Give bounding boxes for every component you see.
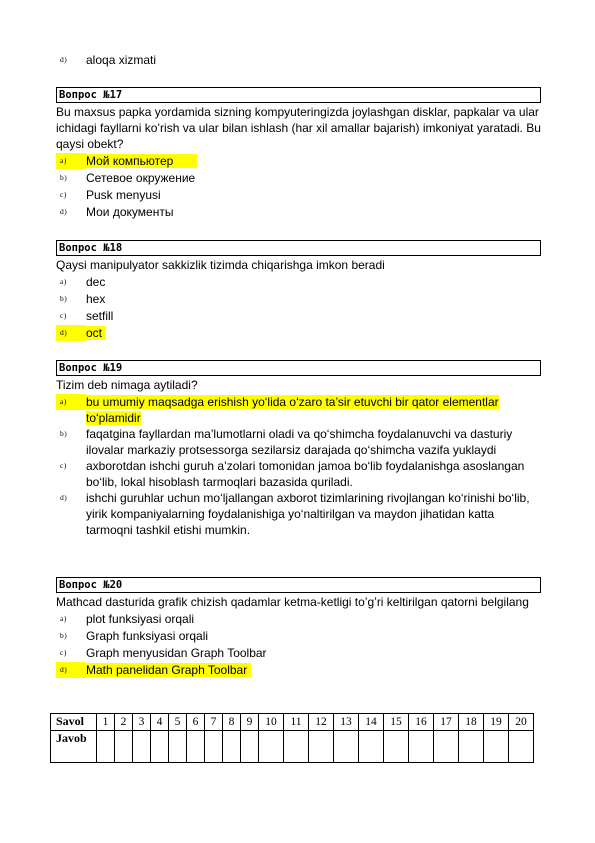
question-number-cell: 5 (169, 714, 187, 731)
question-number-row (51, 714, 534, 731)
option-text: faqatgina fayllardan ma’lumotlarni oladi va qo‘shimcha foydalanuvchi va dasturiy ilovalar markaziy protsessorga sezilarsiz darajada qo‘shimcha vazifa yuklaydi (86, 427, 513, 457)
question-number-cell: 17 (434, 714, 459, 731)
option-marker: a) (60, 277, 67, 286)
option-text: oct (86, 326, 106, 340)
option-a[interactable] (56, 611, 541, 628)
option-a[interactable] (56, 394, 541, 426)
answer-cell[interactable] (241, 731, 259, 763)
option-marker: d) (56, 325, 86, 341)
question-text: Qaysi manipulyator sakkizlik tizimda chiqarishga imkon beradi (56, 258, 385, 272)
option-text: plot funksiyasi orqali (86, 612, 195, 626)
question-number-cell: 4 (151, 714, 169, 731)
javob-label: Javob (51, 731, 97, 763)
answer-table (50, 713, 534, 763)
option-b[interactable] (56, 170, 541, 187)
option-marker: b) (60, 173, 68, 182)
option-text: setfill (86, 309, 114, 323)
option-c[interactable] (56, 187, 541, 204)
answer-cell[interactable] (205, 731, 223, 763)
question-number-cell: 12 (309, 714, 334, 731)
option-text: Сетевое окружение (86, 171, 196, 185)
option-text: dec (86, 275, 106, 289)
question-17 (56, 87, 541, 221)
question-number-cell: 10 (259, 714, 284, 731)
answer-cell[interactable] (223, 731, 241, 763)
answer-cell[interactable] (409, 731, 434, 763)
option-text: axborotdan ishchi guruh a’zolari tomonidan jamoa bo‘lib foydalanishga asoslangan bo‘lib, lokal hisoblash tarmoqlari bazasida quriladi. (86, 459, 525, 489)
question-number-cell: 15 (384, 714, 409, 731)
question-header: Вопрос №18 (56, 240, 541, 256)
option-marker: d) (60, 493, 68, 502)
question-18 (56, 240, 541, 342)
answer-cell[interactable] (259, 731, 284, 763)
option-c[interactable] (56, 458, 541, 490)
question-19 (56, 360, 541, 538)
question-text: Bu maxsus papka yordamida sizning kompyuteringizda joylashgan disklar, papkalar va ular ichidagi fayllarni ko’rish va ular bilan ishlash (har xil amallar bajarish) imkoniyat yaratadi. Bu qaysi obekt? (56, 105, 541, 151)
prev-question-option-d (56, 52, 540, 69)
option-text: Мои документы (86, 205, 174, 219)
question-text: Tizim deb nimaga aytiladi? (56, 378, 198, 392)
answer-cell[interactable] (484, 731, 509, 763)
option-text: Pusk menyusi (86, 188, 161, 202)
option-b[interactable] (56, 426, 541, 458)
answer-cell[interactable] (434, 731, 459, 763)
question-number-cell: 7 (205, 714, 223, 731)
answer-cell[interactable] (334, 731, 359, 763)
answer-cell[interactable] (169, 731, 187, 763)
option-marker: d) (60, 207, 68, 216)
answer-cell[interactable] (187, 731, 205, 763)
option-c[interactable] (56, 645, 541, 662)
option-text: Мой компьютер (86, 154, 197, 168)
option-marker: d) (56, 662, 86, 678)
option-text: Math panelidan Graph Toolbar (86, 663, 251, 677)
answer-cell[interactable] (309, 731, 334, 763)
option-text: Graph menyusidan Graph Toolbar (86, 646, 267, 660)
option-b[interactable] (56, 291, 541, 308)
question-number-cell: 1 (97, 714, 115, 731)
question-number-cell: 13 (334, 714, 359, 731)
question-number-cell: 11 (284, 714, 309, 731)
question-text: Mathcad dasturida grafik chizish qadamlar ketma-ketligi to’g’ri keltirilgan qatorni belgilang (56, 595, 529, 609)
question-number-cell: 6 (187, 714, 205, 731)
option-marker: b) (60, 631, 68, 640)
question-header: Вопрос №19 (56, 360, 541, 376)
question-number-cell: 16 (409, 714, 434, 731)
option-d[interactable] (56, 325, 541, 342)
answer-cell[interactable] (151, 731, 169, 763)
answer-row (51, 731, 534, 763)
answer-cell[interactable] (384, 731, 409, 763)
option-text: bu umumiy maqsadga erishish yo‘lida o‘zaro ta’sir etuvchi bir qator elementlar to‘plamidir (86, 395, 499, 425)
option-text: hex (86, 292, 106, 306)
answer-cell[interactable] (459, 731, 484, 763)
answer-cell[interactable] (509, 731, 534, 763)
option-text: aloqa xizmati (86, 53, 157, 67)
question-number-cell: 20 (509, 714, 534, 731)
savol-label: Savol (51, 714, 97, 731)
option-marker: c) (60, 648, 67, 657)
question-20 (56, 577, 541, 679)
question-header: Вопрос №17 (56, 87, 541, 103)
question-number-cell: 9 (241, 714, 259, 731)
option-marker: d) (60, 55, 68, 64)
option-marker: c) (60, 461, 67, 470)
question-number-cell: 2 (115, 714, 133, 731)
answer-cell[interactable] (284, 731, 309, 763)
question-number-cell: 8 (223, 714, 241, 731)
question-number-cell: 14 (359, 714, 384, 731)
option-a[interactable] (56, 153, 541, 170)
option-marker: b) (60, 429, 68, 438)
answer-cell[interactable] (359, 731, 384, 763)
question-number-cell: 3 (133, 714, 151, 731)
answer-cell[interactable] (97, 731, 115, 763)
option-a[interactable] (56, 274, 541, 291)
option-d[interactable] (56, 490, 541, 538)
answer-cell[interactable] (133, 731, 151, 763)
option-marker: c) (60, 311, 67, 320)
option-marker: a) (60, 614, 67, 623)
option-d[interactable] (56, 662, 541, 679)
option-text: Graph funksiyasi orqali (86, 629, 209, 643)
option-marker: a) (56, 394, 86, 410)
question-header: Вопрос №20 (56, 577, 541, 593)
question-number-cell: 19 (484, 714, 509, 731)
option-marker: c) (60, 190, 67, 199)
option-text: ishchi guruhlar uchun mo‘ljallangan axborot tizimlarining rivojlangan ko‘rinishi bo‘lib, yirik kompaniyalarning foydalanishiga yo‘naltirilgan va maydon jihatidan katta tarmoqni tashkil etishi mumkin. (86, 491, 530, 537)
option-marker: b) (60, 294, 68, 303)
option-d[interactable] (56, 204, 541, 221)
option-c[interactable] (56, 308, 541, 325)
question-number-cell: 18 (459, 714, 484, 731)
option-b[interactable] (56, 628, 541, 645)
answer-cell[interactable] (115, 731, 133, 763)
option-marker: a) (56, 153, 86, 169)
